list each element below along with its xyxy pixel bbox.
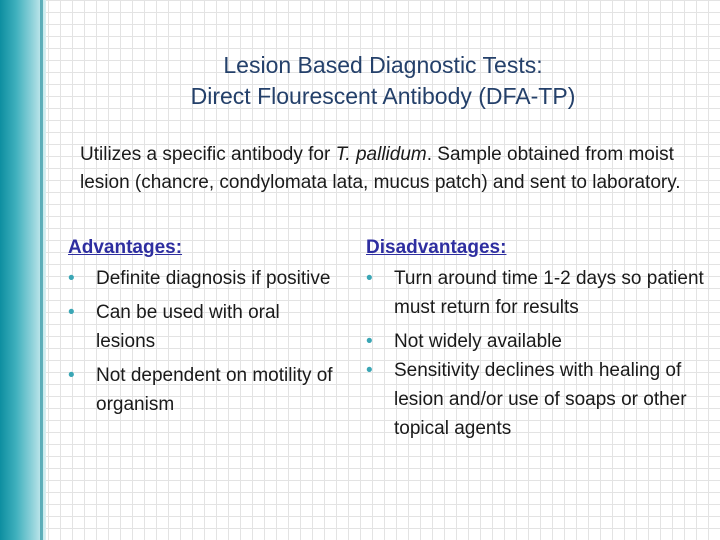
list-item xyxy=(366,327,706,356)
intro-text-2: . Sample obtained from moist lesion (chancre, condylomata lata, mucus patch) and sent to laboratory. xyxy=(80,144,681,193)
intro-text-1: Utilizes a specific antibody for xyxy=(80,144,336,165)
list-item-text: Can be used with oral lesions xyxy=(96,302,280,352)
bullet-icon: • xyxy=(366,268,373,289)
list-item-text: Turn around time 1-2 days so patient must return for results xyxy=(394,268,704,318)
side-accent-stripe xyxy=(40,0,43,540)
disadvantages-column xyxy=(366,233,706,448)
advantages-column xyxy=(68,233,333,424)
list-item xyxy=(366,264,706,322)
slide-title xyxy=(46,50,720,112)
list-item xyxy=(68,264,333,293)
advantages-list xyxy=(68,264,333,419)
list-item xyxy=(68,361,333,419)
bullet-icon: • xyxy=(366,360,373,381)
list-item-text: Definite diagnosis if positive xyxy=(96,268,331,289)
bullet-icon: • xyxy=(68,268,75,289)
advantages-heading: Advantages: xyxy=(68,237,183,258)
list-item xyxy=(68,298,333,356)
disadvantages-list xyxy=(366,264,706,443)
list-item-text: Not dependent on motility of organism xyxy=(96,365,333,415)
bullet-icon: • xyxy=(68,302,75,323)
bullet-icon: • xyxy=(366,331,373,352)
list-item-text: Sensitivity declines with healing of lesion and/or use of soaps or other topical agents xyxy=(394,360,687,439)
list-item-text: Not widely available xyxy=(394,331,562,352)
intro-organism-name: T. pallidum xyxy=(335,144,427,165)
bullet-icon: • xyxy=(68,365,75,386)
title-line-2: Direct Flourescent Antibody (DFA-TP) xyxy=(190,83,576,109)
intro-paragraph xyxy=(80,141,690,197)
title-line-1: Lesion Based Diagnostic Tests: xyxy=(223,52,543,78)
list-item xyxy=(366,356,706,443)
disadvantages-heading: Disadvantages: xyxy=(366,237,507,258)
